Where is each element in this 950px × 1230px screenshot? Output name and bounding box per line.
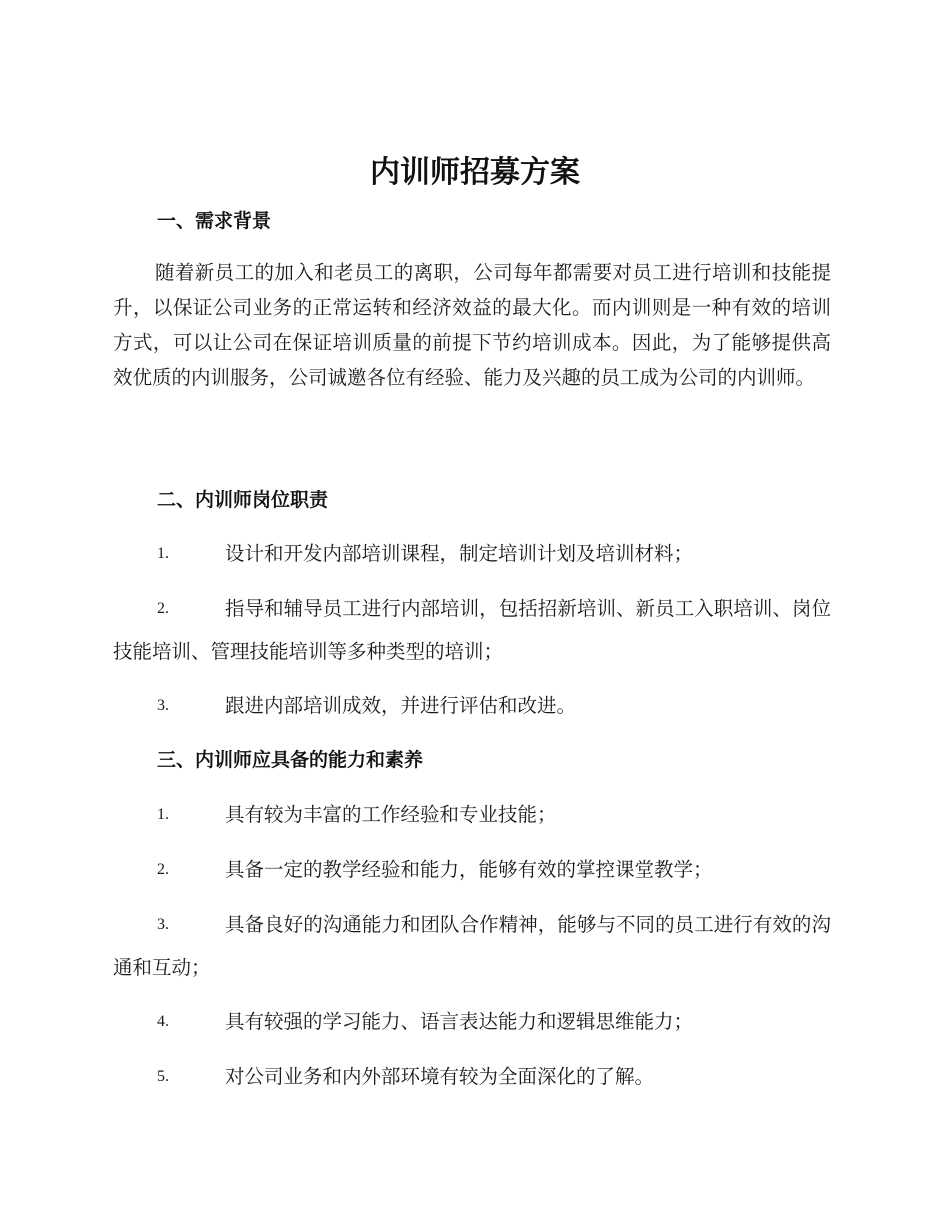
list-number: 3. (157, 697, 169, 714)
document-title: 内训师招募方案 (370, 155, 580, 190)
list-number: 1. (157, 806, 169, 823)
list-item (113, 1000, 831, 1043)
list-number: 3. (157, 916, 169, 933)
list-text: 具备良好的沟通能力和团队合作精神，能够与不同的员工进行有效的沟通和互动； (113, 913, 831, 979)
list-item (113, 903, 831, 989)
list-number: 2. (157, 861, 169, 878)
list-text: 具有较为丰富的工作经验和专业技能； (225, 803, 557, 826)
list-number: 4. (157, 1013, 169, 1030)
list-number: 5. (157, 1068, 169, 1085)
list-text: 跟进内部培训成效，并进行评估和改进。 (225, 694, 577, 717)
list-item (113, 848, 831, 891)
section-heading-qualifications: 三、内训师应具备的能力和素养 (157, 749, 424, 771)
list-text: 指导和辅导员工进行内部培训，包括招新培训、新员工入职培训、岗位技能培训、管理技能培训等多种类型的培训； (113, 597, 831, 663)
list-text: 具备一定的教学经验和能力，能够有效的掌控课堂教学； (225, 858, 713, 881)
paragraph-background: 随着新员工的加入和老员工的离职，公司每年都需要对员工进行培训和技能提升，以保证公司业务的正常运转和经济效益的最大化。而内训则是一种有效的培训方式，可以让公司在保证培训质量的前提下节约培训成本。因此，为了能够提供高效优质的内训服务，公司诚邀各位有经验、能力及兴趣的员工成为公司的内训师。 (113, 261, 831, 389)
list-item (113, 587, 831, 673)
list-item (113, 793, 831, 836)
section-heading-background: 一、需求背景 (157, 210, 272, 232)
list-number: 1. (157, 545, 169, 562)
list-item (113, 532, 831, 575)
section-heading-duties: 二、内训师岗位职责 (157, 489, 329, 511)
list-text: 具有较强的学习能力、语言表达能力和逻辑思维能力； (225, 1010, 694, 1033)
list-text: 对公司业务和内外部环境有较为全面深化的了解。 (225, 1065, 655, 1088)
list-item (113, 1055, 831, 1098)
list-number: 2. (157, 600, 169, 617)
list-item (113, 684, 831, 727)
list-text: 设计和开发内部培训课程，制定培训计划及培训材料； (225, 542, 694, 565)
